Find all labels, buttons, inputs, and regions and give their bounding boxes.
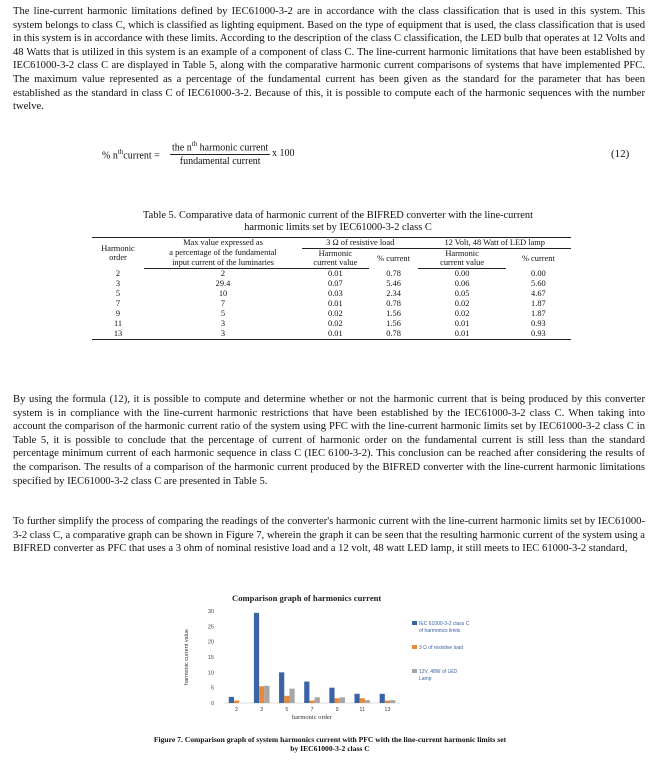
- paragraph-analysis: By using the formula (12), it is possible to compute and determine whether or not the harmonic current that is being produced by this converter system is in compliance with the line-current harmonic restrictions that have been established by the IEC61000-3-2 class C. When taking into account the comparison of the harmonic current ratio of the system using PFC with the line-current harmonic limits set by IEC61000-3-2 class C in Table 5, it is possible to conclude that the percentage of current of harmonic order on the fundamental current is still less than the standard percentage minimum current of each harmonic sequence in class C (IEC 6100-3-2). This conclusion can be reached after considering the results of the comparison. The results of a comparison of the harmonic current produced by the BIFRED converter with the line-current harmonic limitations specified by IEC61000-3-2 class C are presented in Table 5.: [13, 394, 645, 487]
- header-resistive-load: 3 Ω of resistive load: [302, 238, 418, 249]
- equation-number: (12): [611, 148, 630, 160]
- x-tick-label: 11: [359, 707, 366, 713]
- header-harmonic-order: Harmonic order: [92, 238, 144, 269]
- cell-hc-resistive: 0.01: [302, 329, 369, 340]
- cell-max: 7: [220, 298, 226, 308]
- cell-hc-resistive: 0.07: [328, 278, 343, 288]
- header-hc-2-line1: Harmonic: [445, 248, 479, 258]
- legend-label: of harmonics limits: [419, 628, 461, 634]
- bar-resistive-load: [360, 698, 365, 703]
- bar-resistive-load: [385, 701, 390, 703]
- header-hc-1-line1: Harmonic: [318, 248, 353, 258]
- harmonics-chart: [172, 587, 488, 729]
- bar-iec-limit: [329, 688, 334, 703]
- y-tick-label: 15: [207, 655, 214, 661]
- table-row: [92, 319, 571, 329]
- cell-order: 9: [115, 308, 121, 318]
- y-tick-label: 0: [210, 701, 214, 707]
- bar-iec-limit: [354, 694, 359, 703]
- x-tick-label: 3: [260, 707, 264, 713]
- header-pct-1: % current: [377, 253, 410, 263]
- bar-iec-limit: [304, 682, 309, 703]
- y-tick-label: 5: [210, 685, 214, 692]
- legend-label: IEC 61000-3-2 class C: [419, 621, 470, 627]
- header-max-line1: Max value expressed as: [144, 238, 302, 249]
- table-caption: Table 5. Comparative data of harmonic current of the BIFRED converter with the line-current harmonic limits set by IEC61000-3-2 class C: [143, 210, 533, 234]
- paragraph-graph-intro: To further simplify the process of comparing the readings of the converter's harmonic current with the line-current harmonic limits set by IEC61000-3-2 class C, a comparative graph can be shown in Figure 7, wherein the graph it can be seen that the resulting harmonic current of the system using a BIFRED converter as PFC that uses a 3 ohm of nominal resistive load and a 12 volt, 48 watt LED lamp, it still meets to IEC 61000-3-2 standard,: [13, 516, 645, 555]
- bar-resistive-load: [309, 701, 314, 703]
- cell-pct-resistive: 1.56: [386, 318, 401, 328]
- cell-pct-resistive: 5.46: [386, 278, 401, 288]
- cell-pct-led: 0.00: [531, 268, 546, 278]
- cell-hc-led: 0.01: [454, 318, 470, 328]
- bar-led-lamp: [289, 689, 294, 703]
- cell-pct-led: 5.60: [531, 278, 546, 288]
- equation-multiplier: x 100: [272, 148, 295, 159]
- legend-swatch: [412, 669, 417, 673]
- bar-led-lamp: [365, 700, 370, 703]
- cell-hc-led: 0.01: [418, 329, 505, 340]
- cell-pct-led: 0.93: [531, 318, 546, 328]
- legend-swatch: [412, 621, 417, 625]
- bar-iec-limit: [229, 697, 234, 703]
- cell-max: 2: [220, 268, 226, 278]
- y-tick-label: 25: [207, 624, 214, 631]
- equation-denominator: fundamental current: [179, 156, 261, 168]
- cell-pct-led: 0.93: [506, 329, 571, 340]
- cell-order: 13: [92, 329, 144, 340]
- paragraph-intro: The line-current harmonic limitations defined by IEC61000-3-2 are in accordance with the class classification that is used in this system. This system belongs to class C, which is classified as lighting equipment. Based on the type of equipment that is used, the class classification that is used in this system is in accordance with these limits. According to the description of the class C classification, the LED bulb that operates at 12 Volts and 48 Watts that is utilized in this system is an example of a component of class C. The line-current harmonic limitations that have been established by IEC61000-3-2 class C are displayed in Table 5, along with the comparative harmonic current comparisons of systems that have implemented PFC. The maximum value represented as a percentage of the fundamental current has been given as the standard for the parameter that has been established as the standard in class C of IEC61000-3-2. Because of this, it is possible to compute each of the harmonic sequences with the number twelve.: [13, 6, 645, 113]
- cell-max: 5: [220, 308, 226, 318]
- cell-pct-resistive: 2.34: [386, 288, 401, 298]
- equation-lhs: % $n^{th}current$ =: [102, 148, 160, 162]
- cell-pct-led: 4.67: [531, 288, 546, 298]
- harmonic-table: [92, 237, 571, 340]
- x-tick-label: 9: [335, 707, 339, 713]
- header-hc-1-line2: current value: [302, 258, 369, 268]
- cell-order: 3: [115, 278, 121, 288]
- cell-pct-resistive: 0.78: [386, 298, 401, 308]
- bar-resistive-load: [234, 701, 239, 703]
- header-hc-2-line2: current value: [418, 258, 505, 268]
- table-row: [92, 289, 571, 299]
- table-row: [92, 299, 571, 309]
- bar-led-lamp: [315, 697, 320, 703]
- cell-max: 3: [144, 329, 302, 340]
- table-row: [92, 329, 571, 340]
- bar-iec-limit: [279, 672, 284, 703]
- x-tick-label: 7: [310, 707, 314, 713]
- table-row: [92, 268, 571, 279]
- cell-max: 29.4: [215, 278, 231, 288]
- cell-hc-led: 0.02: [454, 298, 470, 308]
- cell-max: 10: [218, 288, 228, 298]
- y-tick-label: 30: [207, 609, 214, 615]
- legend-label: Lamp: [419, 676, 432, 682]
- cell-hc-resistive: 0.01: [328, 268, 343, 278]
- legend-label: 12V, 48W of LED: [419, 669, 458, 675]
- bar-resistive-load: [284, 696, 289, 703]
- figure-caption: Figure 7. Comparison graph of system harmonics current with PFC with the line-current harmonic limits set by IEC61000-3-2 class C: [153, 735, 507, 753]
- cell-hc-led: 0.02: [454, 308, 470, 318]
- bar-resistive-load: [259, 686, 264, 703]
- legend-swatch: [412, 645, 417, 649]
- x-axis-label: harmonic order: [292, 714, 332, 721]
- cell-hc-led: 0.05: [454, 288, 470, 298]
- bar-led-lamp: [390, 700, 395, 703]
- cell-order: 7: [115, 298, 121, 308]
- y-tick-label: 20: [207, 639, 214, 646]
- bar-led-lamp: [340, 697, 345, 703]
- bar-led-lamp: [264, 686, 269, 703]
- cell-order: 5: [115, 288, 121, 298]
- table-row: [92, 279, 571, 289]
- cell-pct-resistive: 1.56: [386, 308, 401, 318]
- equation-numerator: the $n^{th}$ harmonic current: [172, 140, 269, 154]
- cell-hc-resistive: 0.01: [328, 298, 343, 308]
- header-max-line3: input current of the luminaries: [144, 258, 302, 268]
- cell-order: 2: [115, 268, 121, 278]
- chart-canvas: [172, 587, 488, 729]
- cell-hc-resistive: 0.02: [328, 308, 343, 318]
- cell-max: 3: [220, 318, 226, 328]
- cell-pct-led: 1.87: [531, 308, 546, 318]
- header-led-lamp: 12 Volt, 48 Watt of LED lamp: [418, 238, 571, 249]
- legend-label: 3 Ω of resistive load: [419, 645, 464, 651]
- bar-iec-limit: [254, 613, 259, 703]
- cell-pct-led: 1.87: [531, 298, 546, 308]
- header-pct-2: % current: [521, 253, 555, 263]
- bar-resistive-load: [335, 698, 340, 703]
- y-axis-label: harmonic current value: [184, 629, 190, 685]
- cell-pct-resistive: 0.78: [386, 268, 401, 278]
- cell-hc-led: 0.06: [454, 278, 470, 288]
- equation-fraction: [170, 140, 270, 167]
- y-tick-label: 10: [207, 670, 214, 677]
- x-tick-label: 2: [235, 707, 239, 713]
- chart-title: Comparison graph of harmonics current: [232, 593, 382, 603]
- cell-order: 11: [113, 318, 123, 328]
- bar-iec-limit: [380, 694, 385, 703]
- x-tick-label: 5: [285, 707, 289, 713]
- cell-pct-resistive: 0.78: [369, 329, 419, 340]
- cell-hc-resistive: 0.02: [328, 318, 343, 328]
- x-tick-label: 13: [384, 707, 391, 713]
- header-max-line2: a percentage of the fundamental: [169, 248, 277, 258]
- cell-hc-resistive: 0.03: [328, 288, 343, 298]
- cell-hc-led: 0.00: [454, 268, 470, 278]
- table-row: [92, 309, 571, 319]
